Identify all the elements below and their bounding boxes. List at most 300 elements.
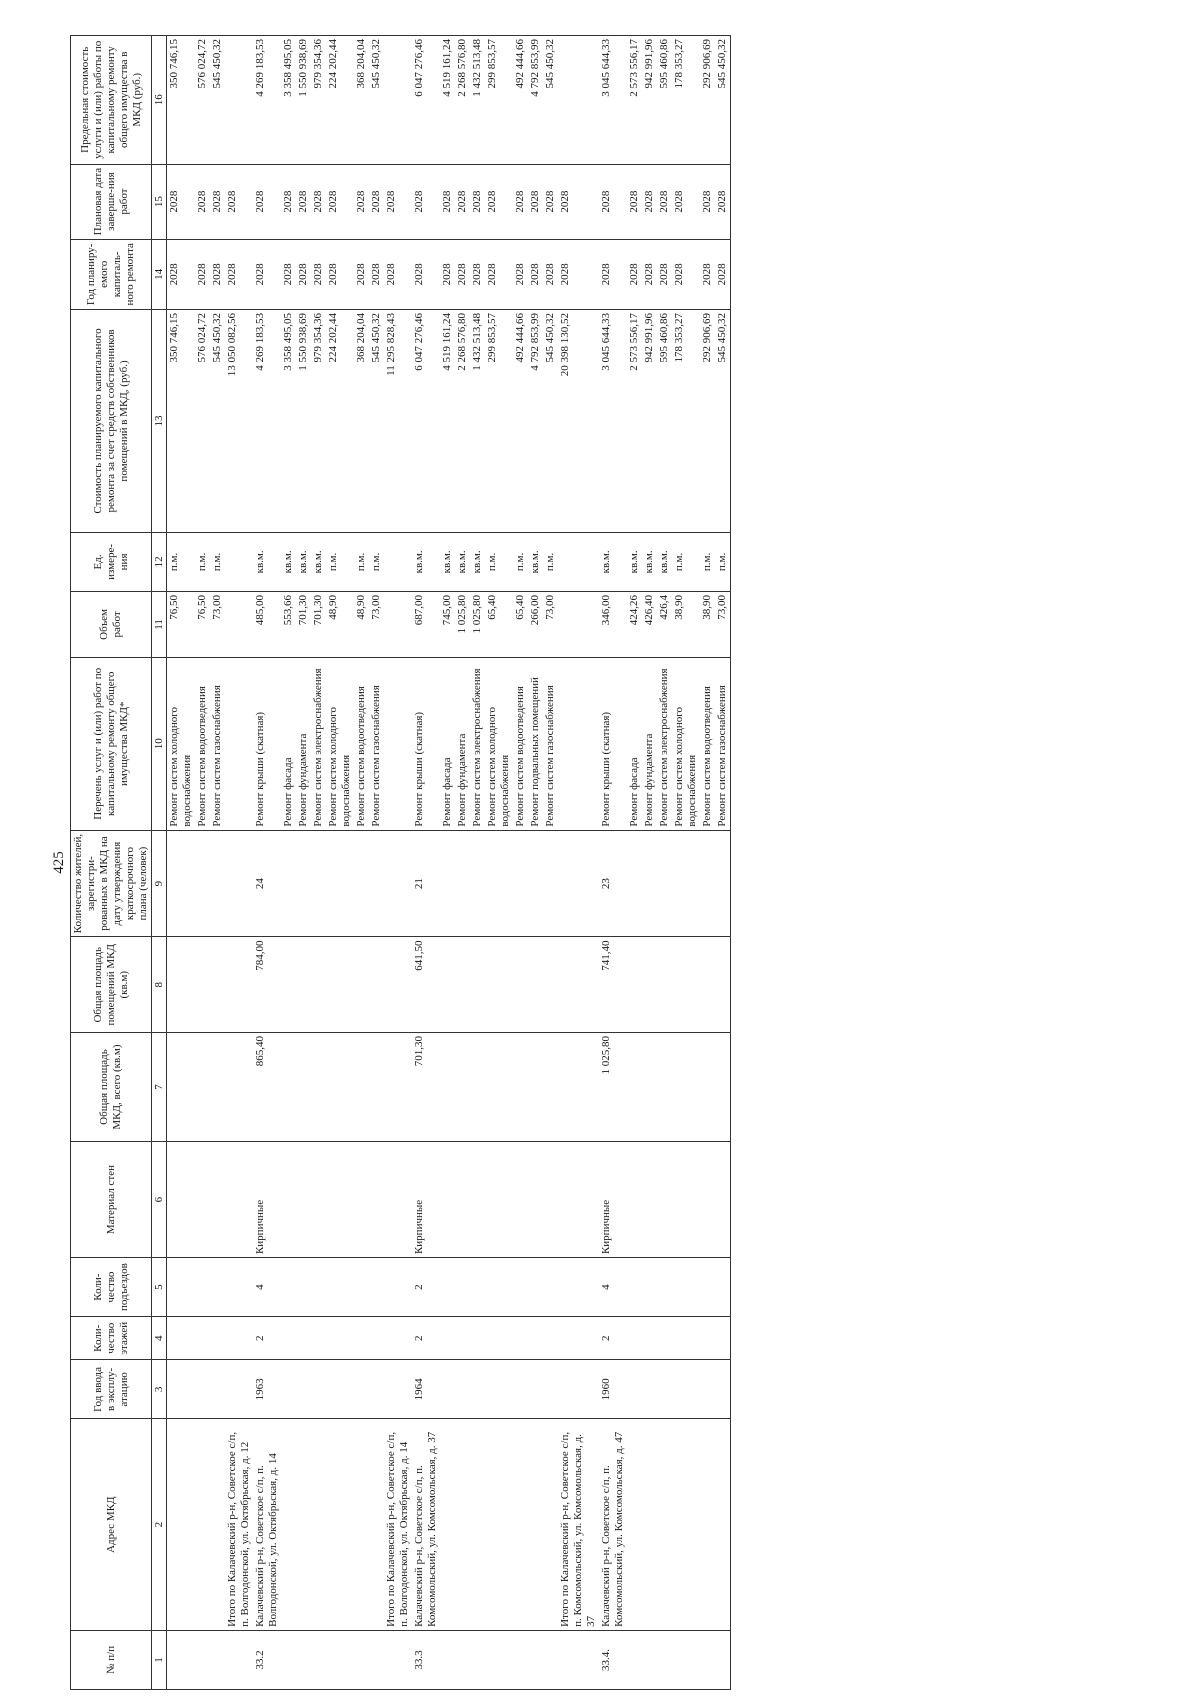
- repair-year-cell: 2028: [642, 239, 657, 309]
- address-cell: [167, 1419, 196, 1630]
- completion-date-cell: 2028: [326, 164, 354, 239]
- floors-cell: [167, 1317, 196, 1360]
- table-row: [513, 36, 528, 1690]
- planned-cost-cell: 224 202,44: [326, 310, 354, 533]
- premises-area-cell: 641,50: [412, 937, 440, 1032]
- year-built-cell: [513, 1360, 528, 1419]
- address-cell: [470, 1419, 485, 1630]
- total-area-cell: [326, 1032, 354, 1141]
- total-area-cell: [672, 1032, 700, 1141]
- year-built-cell: [528, 1360, 543, 1419]
- work-volume-cell: 745,00: [440, 591, 455, 657]
- row-number-cell: 33.4.: [599, 1630, 627, 1689]
- max-cost-cell: 6 047 276,46: [412, 36, 440, 165]
- max-cost-cell: 3 045 644,33: [599, 36, 627, 165]
- wall-material-cell: [715, 1142, 731, 1258]
- repair-year-cell: 2028: [455, 239, 470, 309]
- wall-material-cell: Кирпичные: [253, 1142, 281, 1258]
- work-type-cell: Ремонт фасада: [627, 657, 642, 830]
- premises-area-cell: [672, 937, 700, 1032]
- year-built-cell: [470, 1360, 485, 1419]
- completion-date-cell: 2028: [167, 164, 196, 239]
- work-type-cell: [225, 657, 253, 830]
- year-built-cell: [281, 1360, 296, 1419]
- floors-cell: 2: [253, 1317, 281, 1360]
- max-cost-cell: 492 444,66: [513, 36, 528, 165]
- residents-cell: [326, 830, 354, 937]
- premises-area-cell: [210, 937, 225, 1032]
- year-built-cell: [672, 1360, 700, 1419]
- wall-material-cell: [470, 1142, 485, 1258]
- entrances-cell: [326, 1258, 354, 1317]
- column-number: 15: [152, 164, 167, 239]
- address-cell: [210, 1419, 225, 1630]
- wall-material-cell: [528, 1142, 543, 1258]
- max-cost-cell: 4 792 853,99: [528, 36, 543, 165]
- entrances-cell: [354, 1258, 369, 1317]
- floors-cell: [311, 1317, 326, 1360]
- address-cell: Калачевский р-н, Советское с/п, п. Комсомольский, ул. Комсомольская, д. 47: [599, 1419, 627, 1630]
- column-header: Объем работ: [71, 591, 152, 657]
- work-type-cell: Ремонт систем водоотведения: [354, 657, 369, 830]
- premises-area-cell: [311, 937, 326, 1032]
- wall-material-cell: [558, 1142, 599, 1258]
- row-number-cell: [167, 1630, 196, 1689]
- completion-date-cell: 2028: [700, 164, 715, 239]
- premises-area-cell: [528, 937, 543, 1032]
- repair-year-cell: 2028: [369, 239, 384, 309]
- residents-cell: [210, 830, 225, 937]
- row-number-cell: [642, 1630, 657, 1689]
- completion-date-cell: 2028: [225, 164, 253, 239]
- table-row: [195, 36, 210, 1690]
- total-area-cell: [485, 1032, 513, 1141]
- residents-cell: [296, 830, 311, 937]
- table-row: [543, 36, 558, 1690]
- max-cost-cell: 4 269 183,53: [253, 36, 281, 165]
- entrances-cell: [558, 1258, 599, 1317]
- address-cell: [195, 1419, 210, 1630]
- address-cell: [700, 1419, 715, 1630]
- planned-cost-cell: 4 792 853,99: [528, 310, 543, 533]
- work-type-cell: Ремонт систем газоснабжения: [543, 657, 558, 830]
- row-number-cell: [195, 1630, 210, 1689]
- work-type-cell: Ремонт систем газоснабжения: [369, 657, 384, 830]
- residents-cell: [281, 830, 296, 937]
- premises-area-cell: [455, 937, 470, 1032]
- repair-year-cell: 2028: [700, 239, 715, 309]
- completion-date-cell: 2028: [599, 164, 627, 239]
- wall-material-cell: [225, 1142, 253, 1258]
- capital-repair-table: [70, 35, 731, 1690]
- work-type-cell: Ремонт систем газоснабжения: [715, 657, 731, 830]
- column-number: 3: [152, 1360, 167, 1419]
- completion-date-cell: 2028: [210, 164, 225, 239]
- table-row: [627, 36, 642, 1690]
- planned-cost-cell: 13 050 082,56: [225, 310, 253, 533]
- planned-cost-cell: 20 398 130,52: [558, 310, 599, 533]
- table-row: [225, 36, 253, 1690]
- column-number: 9: [152, 830, 167, 937]
- total-area-cell: [225, 1032, 253, 1141]
- total-area-cell: [513, 1032, 528, 1141]
- table-row: [384, 36, 412, 1690]
- residents-cell: [195, 830, 210, 937]
- max-cost-cell: 224 202,44: [326, 36, 354, 165]
- entrances-cell: [700, 1258, 715, 1317]
- planned-cost-cell: 3 045 644,33: [599, 310, 627, 533]
- wall-material-cell: [296, 1142, 311, 1258]
- planned-cost-cell: 1 432 513,48: [470, 310, 485, 533]
- address-cell: [354, 1419, 369, 1630]
- address-cell: [440, 1419, 455, 1630]
- entrances-cell: 4: [253, 1258, 281, 1317]
- wall-material-cell: [326, 1142, 354, 1258]
- column-header: Стоимость планируемого капитального ремонта за счет средств собственников помещений в МКД, (руб.): [71, 310, 152, 533]
- table-row: [599, 36, 627, 1690]
- year-built-cell: [225, 1360, 253, 1419]
- work-type-cell: Ремонт систем водоотведения: [195, 657, 210, 830]
- year-built-cell: [167, 1360, 196, 1419]
- max-cost-cell: [225, 36, 253, 165]
- repair-year-cell: 2028: [543, 239, 558, 309]
- total-area-cell: [528, 1032, 543, 1141]
- floors-cell: [281, 1317, 296, 1360]
- planned-cost-cell: 492 444,66: [513, 310, 528, 533]
- max-cost-cell: 1 550 938,69: [296, 36, 311, 165]
- floors-cell: [543, 1317, 558, 1360]
- wall-material-cell: [195, 1142, 210, 1258]
- planned-cost-cell: 3 358 495,05: [281, 310, 296, 533]
- row-number-cell: [627, 1630, 642, 1689]
- unit-cell: п.м.: [210, 532, 225, 591]
- residents-cell: [485, 830, 513, 937]
- wall-material-cell: [311, 1142, 326, 1258]
- residents-cell: [440, 830, 455, 937]
- completion-date-cell: 2028: [354, 164, 369, 239]
- planned-cost-cell: 545 450,32: [715, 310, 731, 533]
- year-built-cell: [543, 1360, 558, 1419]
- total-area-cell: [440, 1032, 455, 1141]
- floors-cell: 2: [412, 1317, 440, 1360]
- planned-cost-cell: 979 354,36: [311, 310, 326, 533]
- unit-cell: кв.м.: [657, 532, 672, 591]
- premises-area-cell: [657, 937, 672, 1032]
- floors-cell: [369, 1317, 384, 1360]
- floors-cell: 2: [599, 1317, 627, 1360]
- work-type-cell: [384, 657, 412, 830]
- repair-year-cell: 2028: [470, 239, 485, 309]
- completion-date-cell: 2028: [311, 164, 326, 239]
- max-cost-cell: 350 746,15: [167, 36, 196, 165]
- max-cost-cell: 979 354,36: [311, 36, 326, 165]
- row-number-cell: [715, 1630, 731, 1689]
- wall-material-cell: Кирпичные: [412, 1142, 440, 1258]
- row-number-cell: [354, 1630, 369, 1689]
- max-cost-cell: [558, 36, 599, 165]
- total-area-cell: [384, 1032, 412, 1141]
- max-cost-cell: [384, 36, 412, 165]
- work-volume-cell: 48,90: [354, 591, 369, 657]
- work-type-cell: Ремонт систем водоотведения: [700, 657, 715, 830]
- entrances-cell: [513, 1258, 528, 1317]
- unit-cell: кв.м.: [642, 532, 657, 591]
- floors-cell: [470, 1317, 485, 1360]
- work-volume-cell: 73,00: [369, 591, 384, 657]
- table-row: [281, 36, 296, 1690]
- work-type-cell: Ремонт фасада: [281, 657, 296, 830]
- work-type-cell: Ремонт фундамента: [296, 657, 311, 830]
- address-cell: [528, 1419, 543, 1630]
- residents-cell: 21: [412, 830, 440, 937]
- unit-cell: кв.м.: [281, 532, 296, 591]
- work-volume-cell: 48,90: [326, 591, 354, 657]
- planned-cost-cell: 2 573 556,17: [627, 310, 642, 533]
- residents-cell: [354, 830, 369, 937]
- residents-cell: [672, 830, 700, 937]
- floors-cell: [440, 1317, 455, 1360]
- column-header: Коли-чество этажей: [71, 1317, 152, 1360]
- row-number-cell: [384, 1630, 412, 1689]
- completion-date-cell: 2028: [281, 164, 296, 239]
- completion-date-cell: 2028: [440, 164, 455, 239]
- column-number: 5: [152, 1258, 167, 1317]
- column-number: 13: [152, 310, 167, 533]
- row-number-cell: [528, 1630, 543, 1689]
- table-row: [167, 36, 196, 1690]
- residents-cell: [470, 830, 485, 937]
- premises-area-cell: 784,00: [253, 937, 281, 1032]
- residents-cell: [528, 830, 543, 937]
- residents-cell: [225, 830, 253, 937]
- column-header: Общая площадь помещений МКД (кв.м): [71, 937, 152, 1032]
- total-area-cell: [354, 1032, 369, 1141]
- floors-cell: [642, 1317, 657, 1360]
- floors-cell: [195, 1317, 210, 1360]
- floors-cell: [627, 1317, 642, 1360]
- completion-date-cell: 2028: [528, 164, 543, 239]
- repair-year-cell: 2028: [528, 239, 543, 309]
- unit-cell: кв.м.: [311, 532, 326, 591]
- residents-cell: [627, 830, 642, 937]
- wall-material-cell: [485, 1142, 513, 1258]
- repair-year-cell: 2028: [296, 239, 311, 309]
- work-type-cell: Ремонт систем электроснабжения: [311, 657, 326, 830]
- table-row: [369, 36, 384, 1690]
- entrances-cell: [543, 1258, 558, 1317]
- column-number: 7: [152, 1032, 167, 1141]
- table-row: [470, 36, 485, 1690]
- total-area-cell: [455, 1032, 470, 1141]
- total-area-cell: [167, 1032, 196, 1141]
- entrances-cell: [470, 1258, 485, 1317]
- max-cost-cell: 178 353,27: [672, 36, 700, 165]
- column-header: Общая площадь МКД, всего (кв.м): [71, 1032, 152, 1141]
- residents-cell: [455, 830, 470, 937]
- year-built-cell: 1964: [412, 1360, 440, 1419]
- table-row: [700, 36, 715, 1690]
- work-type-cell: Ремонт систем газоснабжения: [210, 657, 225, 830]
- wall-material-cell: [627, 1142, 642, 1258]
- premises-area-cell: [485, 937, 513, 1032]
- repair-year-cell: 2028: [167, 239, 196, 309]
- residents-cell: [657, 830, 672, 937]
- wall-material-cell: [167, 1142, 196, 1258]
- table-row: [296, 36, 311, 1690]
- table-row: [311, 36, 326, 1690]
- work-volume-cell: 76,50: [195, 591, 210, 657]
- work-volume-cell: 65,40: [485, 591, 513, 657]
- address-cell: Итого по Калачевский р-н, Советское с/п, п. Волгодонской, ул. Октябрьская, д. 14: [384, 1419, 412, 1630]
- work-volume-cell: 426,40: [642, 591, 657, 657]
- unit-cell: кв.м.: [627, 532, 642, 591]
- wall-material-cell: Кирпичные: [599, 1142, 627, 1258]
- year-built-cell: 1960: [599, 1360, 627, 1419]
- residents-cell: [543, 830, 558, 937]
- column-header: Коли-чество подъездов: [71, 1258, 152, 1317]
- year-built-cell: [354, 1360, 369, 1419]
- work-volume-cell: [225, 591, 253, 657]
- year-built-cell: [210, 1360, 225, 1419]
- premises-area-cell: [700, 937, 715, 1032]
- work-volume-cell: 266,00: [528, 591, 543, 657]
- work-type-cell: Ремонт фундамента: [642, 657, 657, 830]
- residents-cell: [369, 830, 384, 937]
- work-type-cell: Ремонт систем холодного водоснабжения: [167, 657, 196, 830]
- work-volume-cell: 426,4: [657, 591, 672, 657]
- residents-cell: [558, 830, 599, 937]
- work-type-cell: Ремонт систем холодного водоснабжения: [485, 657, 513, 830]
- row-number-cell: 33.3: [412, 1630, 440, 1689]
- completion-date-cell: 2028: [195, 164, 210, 239]
- work-volume-cell: 73,00: [210, 591, 225, 657]
- address-cell: [281, 1419, 296, 1630]
- entrances-cell: [672, 1258, 700, 1317]
- column-header: Ед. измере-ния: [71, 532, 152, 591]
- residents-cell: [642, 830, 657, 937]
- premises-area-cell: [369, 937, 384, 1032]
- completion-date-cell: 2028: [627, 164, 642, 239]
- wall-material-cell: [384, 1142, 412, 1258]
- max-cost-cell: 545 450,32: [210, 36, 225, 165]
- max-cost-cell: 3 358 495,05: [281, 36, 296, 165]
- repair-year-cell: 2028: [485, 239, 513, 309]
- year-built-cell: 1963: [253, 1360, 281, 1419]
- floors-cell: [657, 1317, 672, 1360]
- row-number-cell: [440, 1630, 455, 1689]
- column-number: 1: [152, 1630, 167, 1689]
- work-type-cell: [558, 657, 599, 830]
- row-number-cell: [485, 1630, 513, 1689]
- wall-material-cell: [672, 1142, 700, 1258]
- wall-material-cell: [354, 1142, 369, 1258]
- work-type-cell: Ремонт крыши (скатная): [253, 657, 281, 830]
- repair-year-cell: 2028: [627, 239, 642, 309]
- residents-cell: [700, 830, 715, 937]
- work-volume-cell: 65,40: [513, 591, 528, 657]
- residents-cell: 24: [253, 830, 281, 937]
- planned-cost-cell: 942 991,96: [642, 310, 657, 533]
- repair-year-cell: 2028: [440, 239, 455, 309]
- completion-date-cell: 2028: [384, 164, 412, 239]
- floors-cell: [672, 1317, 700, 1360]
- unit-cell: п.м.: [543, 532, 558, 591]
- planned-cost-cell: 299 853,57: [485, 310, 513, 533]
- premises-area-cell: [440, 937, 455, 1032]
- entrances-cell: [195, 1258, 210, 1317]
- year-built-cell: [195, 1360, 210, 1419]
- residents-cell: [167, 830, 196, 937]
- max-cost-cell: 1 432 513,48: [470, 36, 485, 165]
- address-cell: Калачевский р-н, Советское с/п, п. Волгодонской, ул. Октябрьская, д. 14: [253, 1419, 281, 1630]
- column-header: Количество жителей, зарегистри-рованных в МКД на дату утверждения краткосрочного плана (человек): [71, 830, 152, 937]
- repair-year-cell: 2028: [412, 239, 440, 309]
- completion-date-cell: 2028: [657, 164, 672, 239]
- repair-year-cell: 2028: [672, 239, 700, 309]
- unit-cell: п.м.: [700, 532, 715, 591]
- entrances-cell: [627, 1258, 642, 1317]
- column-number: 11: [152, 591, 167, 657]
- unit-cell: п.м.: [326, 532, 354, 591]
- work-type-cell: Ремонт крыши (скатная): [599, 657, 627, 830]
- table-row: [412, 36, 440, 1690]
- planned-cost-cell: 178 353,27: [672, 310, 700, 533]
- entrances-cell: [281, 1258, 296, 1317]
- column-number-row: [152, 36, 167, 1690]
- work-type-cell: Ремонт систем электроснабжения: [657, 657, 672, 830]
- table-row: [642, 36, 657, 1690]
- floors-cell: [528, 1317, 543, 1360]
- max-cost-cell: 545 450,32: [715, 36, 731, 165]
- unit-cell: кв.м.: [296, 532, 311, 591]
- entrances-cell: [369, 1258, 384, 1317]
- address-cell: [326, 1419, 354, 1630]
- repair-year-cell: 2028: [225, 239, 253, 309]
- year-built-cell: [627, 1360, 642, 1419]
- total-area-cell: [296, 1032, 311, 1141]
- total-area-cell: [281, 1032, 296, 1141]
- floors-cell: [558, 1317, 599, 1360]
- work-volume-cell: 73,00: [715, 591, 731, 657]
- completion-date-cell: 2028: [485, 164, 513, 239]
- premises-area-cell: [384, 937, 412, 1032]
- floors-cell: [326, 1317, 354, 1360]
- premises-area-cell: [326, 937, 354, 1032]
- unit-cell: п.м.: [195, 532, 210, 591]
- row-number-cell: [657, 1630, 672, 1689]
- completion-date-cell: 2028: [558, 164, 599, 239]
- planned-cost-cell: 576 024,72: [195, 310, 210, 533]
- repair-year-cell: 2028: [599, 239, 627, 309]
- entrances-cell: [210, 1258, 225, 1317]
- premises-area-cell: [225, 937, 253, 1032]
- work-volume-cell: [558, 591, 599, 657]
- year-built-cell: [715, 1360, 731, 1419]
- address-cell: [513, 1419, 528, 1630]
- row-number-cell: [296, 1630, 311, 1689]
- completion-date-cell: 2028: [672, 164, 700, 239]
- address-cell: Калачевский р-н, Советское с/п, п. Комсомольский, ул. Комсомольская, д. 37: [412, 1419, 440, 1630]
- year-built-cell: [369, 1360, 384, 1419]
- address-cell: Итого по Калачевский р-н, Советское с/п, п. Волгодонской, ул. Октябрьская, д. 12: [225, 1419, 253, 1630]
- max-cost-cell: 576 024,72: [195, 36, 210, 165]
- work-volume-cell: 1 025,80: [470, 591, 485, 657]
- floors-cell: [513, 1317, 528, 1360]
- table-row: [354, 36, 369, 1690]
- planned-cost-cell: 545 450,32: [210, 310, 225, 533]
- total-area-cell: [657, 1032, 672, 1141]
- row-number-cell: [513, 1630, 528, 1689]
